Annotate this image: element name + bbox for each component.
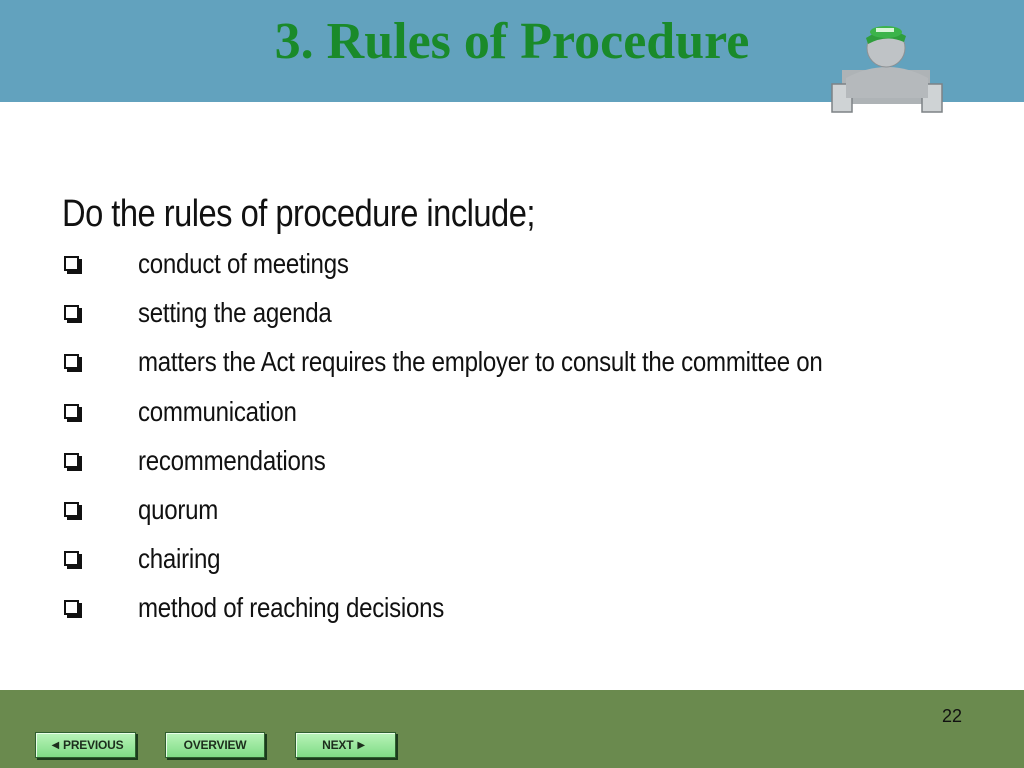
worker-holding-sign-icon (826, 18, 948, 116)
checklist (62, 244, 1002, 638)
checkbox-icon (64, 354, 79, 369)
list-item (62, 539, 1002, 588)
list-item-label: matters the Act requires the employer to consult the committee on (138, 346, 823, 378)
checkbox-icon (64, 305, 79, 320)
footer-bar (0, 690, 1024, 768)
next-button[interactable] (295, 732, 396, 758)
list-item (62, 342, 1002, 391)
checkbox-icon (64, 453, 79, 468)
checkbox-icon (64, 600, 79, 615)
list-item-label: setting the agenda (138, 297, 332, 329)
overview-button-label: OVERVIEW (183, 738, 247, 752)
list-item-label: recommendations (138, 444, 326, 476)
list-item (62, 588, 1002, 637)
right-triangle-icon: ▶ (357, 739, 365, 751)
checkbox-icon (64, 502, 79, 517)
list-item (62, 244, 1002, 293)
list-item-label: communication (138, 395, 297, 427)
previous-button-label: PREVIOUS (63, 738, 124, 752)
intro-text: Do the rules of procedure include; (62, 193, 535, 235)
list-item (62, 490, 1002, 539)
next-button-label: NEXT (322, 738, 354, 752)
page-number: 22 (941, 706, 962, 726)
list-item (62, 293, 1002, 342)
checkbox-icon (64, 551, 79, 566)
slide-title: 3. Rules of Procedure (274, 13, 750, 70)
list-item-label: quorum (138, 493, 219, 525)
checkbox-icon (64, 404, 79, 419)
list-item (62, 392, 1002, 441)
previous-button[interactable] (35, 732, 136, 758)
left-triangle-icon: ◀ (51, 739, 60, 751)
title-bar (0, 0, 1024, 102)
list-item (62, 441, 1002, 490)
checkbox-icon (64, 256, 79, 271)
slide-content (62, 190, 1002, 638)
list-item-label: method of reaching decisions (138, 592, 445, 624)
list-item-label: chairing (138, 543, 221, 575)
list-item-label: conduct of meetings (138, 248, 349, 279)
overview-button[interactable] (165, 732, 265, 758)
